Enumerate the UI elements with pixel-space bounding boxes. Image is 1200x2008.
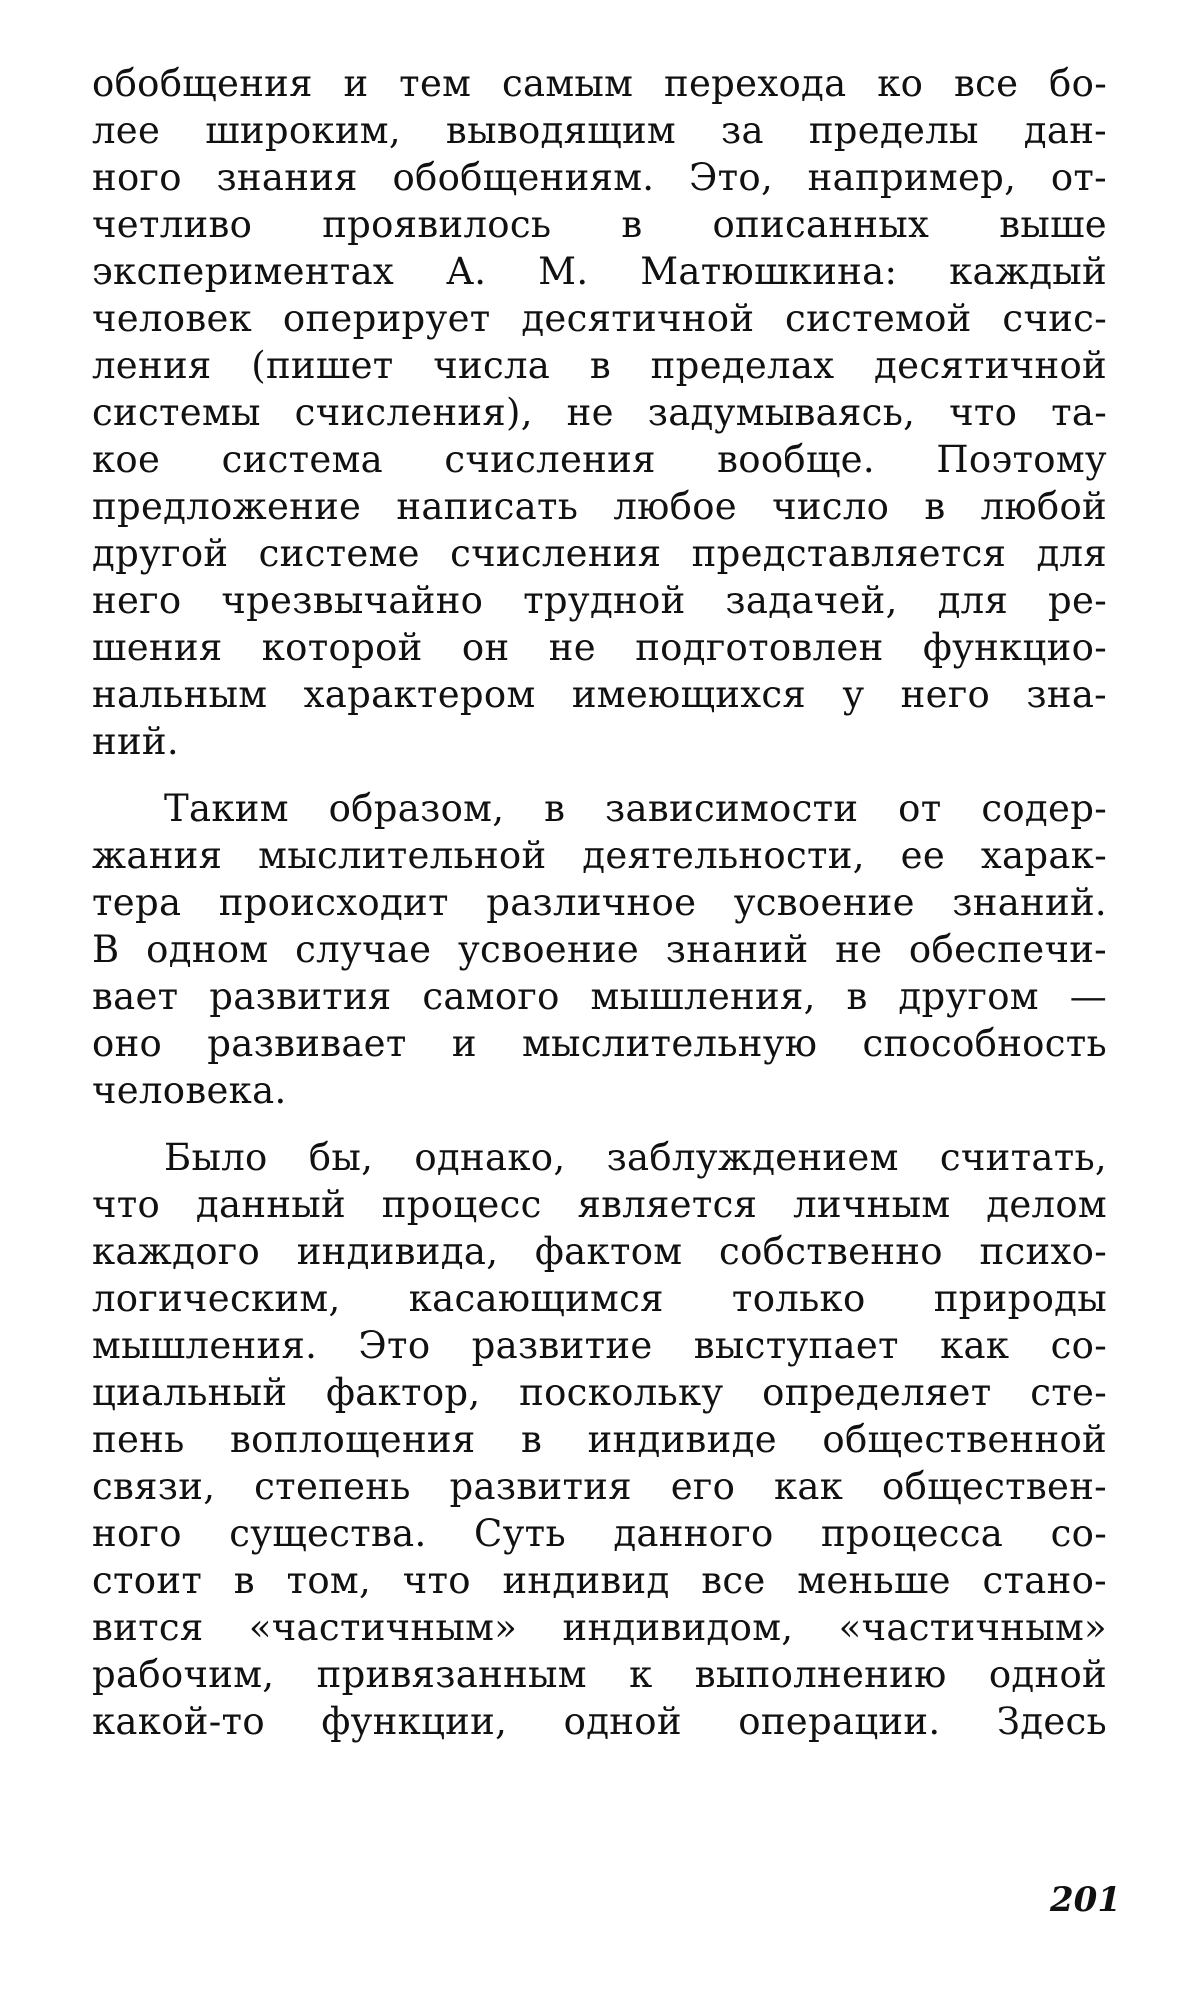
text-line: какой-то функции, одной операции. Здесь [92, 1700, 1107, 1743]
text-line: связи, степень развития его как обществен- [92, 1465, 1107, 1508]
text-line: ного существа. Суть данного процесса со- [92, 1512, 1107, 1555]
text-line: Таким образом, в зависимости от содер- [164, 787, 1107, 830]
page-number: 201 [1050, 1880, 1121, 1920]
text-line: циальный фактор, поскольку определяет сте- [92, 1371, 1107, 1414]
text-line: обобщения и тем самым перехода ко все бо- [92, 62, 1107, 105]
text-line: нальным характером имеющихся у него зна- [92, 673, 1107, 716]
text-line: четливо проявилось в описанных выше [92, 203, 1107, 246]
page-body [92, 60, 1107, 1745]
text-line: лее широким, выводящим за пределы дан- [92, 109, 1107, 152]
text-line: ного знания обобщениям. Это, например, от- [92, 156, 1107, 199]
text-line: стоит в том, что индивид все меньше стано- [92, 1559, 1107, 1602]
paragraph-2 [92, 785, 1107, 1114]
text-line: вится «частичным» индивидом, «частичным» [92, 1606, 1107, 1649]
text-line: логическим, касающимся только природы [92, 1277, 1107, 1320]
text-line: другой системе счисления представляется для [92, 532, 1107, 575]
text-line: системы счисления), не задумываясь, что та- [92, 391, 1107, 434]
text-line: рабочим, привязанным к выполнению одной [92, 1653, 1107, 1696]
text-line: него чрезвычайно трудной задачей, для ре- [92, 579, 1107, 622]
text-line: вает развития самого мышления, в другом — [92, 975, 1107, 1018]
text-line: каждого индивида, фактом собственно психо- [92, 1230, 1107, 1273]
text-line: ний. [92, 720, 179, 763]
paragraph-3 [92, 1134, 1107, 1745]
text-line: жания мыслительной деятельности, ее харак- [92, 834, 1107, 877]
text-line: мышления. Это развитие выступает как со- [92, 1324, 1107, 1367]
text-line: человек оперирует десятичной системой счис- [92, 297, 1107, 340]
text-line: оно развивает и мыслительную способность [92, 1022, 1107, 1065]
text-line: В одном случае усвоение знаний не обеспечи- [92, 928, 1107, 971]
text-line: пень воплощения в индивиде общественной [92, 1418, 1107, 1461]
text-line: тера происходит различное усвоение знаний. [92, 881, 1107, 924]
text-line: человека. [92, 1069, 287, 1112]
text-line: ления (пишет числа в пределах десятичной [92, 344, 1107, 387]
text-line: кое система счисления вообще. Поэтому [92, 438, 1107, 481]
text-line: что данный процесс является личным делом [92, 1183, 1107, 1226]
text-line: экспериментах А. М. Матюшкина: каждый [92, 250, 1107, 293]
paragraph-1 [92, 60, 1107, 765]
text-line: предложение написать любое число в любой [92, 485, 1107, 528]
text-line: Было бы, однако, заблуждением считать, [164, 1136, 1107, 1179]
text-line: шения которой он не подготовлен функцио- [92, 626, 1107, 669]
